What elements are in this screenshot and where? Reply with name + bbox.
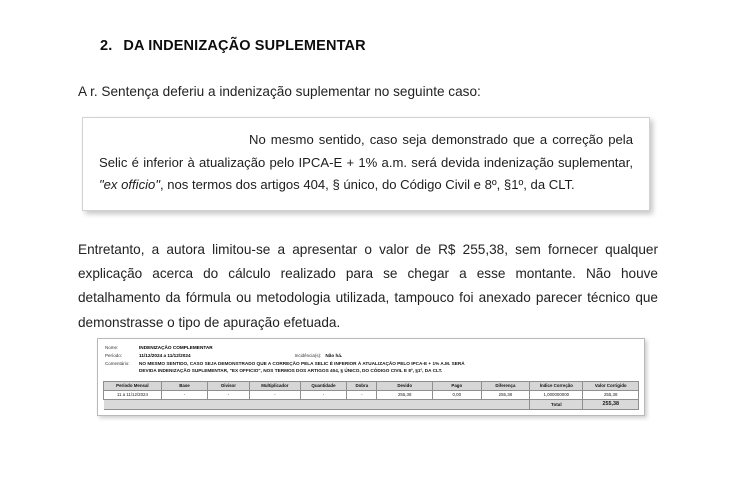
cell-indice-correcao: 1,000000000 (530, 390, 583, 399)
cell-divisor: - (208, 390, 250, 399)
cell-devido: 255,38 (377, 390, 433, 399)
calculation-table-body (104, 390, 639, 409)
cell-periodo-mensal: 11 a 11/12/2024 (104, 390, 162, 399)
header-diferenca: Diferença (481, 381, 530, 390)
report-nome-row (105, 344, 637, 352)
report-metadata (103, 343, 639, 378)
section-number: 2. (100, 38, 113, 54)
comentario-line-2: DEVIDA INDENIZAÇÃO SUPLEMENTAR, "EX OFFICIO", NOS TERMOS DOS ARTIGOS 404, § ÚNICO, DO CÓDIGO CIVIL E 8º, §1º, DA CLT. (139, 368, 443, 374)
header-quantidade: Quantidade (300, 381, 346, 390)
header-pago: Pago (432, 381, 481, 390)
report-comentario-row (105, 360, 637, 368)
total-value: 255,38 (583, 399, 639, 409)
body-paragraph: Entretanto, a autora limitou-se a apresentar o valor de R$ 255,38, sem fornecer qualquer explicação acerca do cálculo realizado para se chegar a esse montante. Não houve detalhamento da fórmula ou metodologia utilizada, tampouco foi anexado parecer técnico que demonstrasse o tipo de apuração efetuada. (78, 242, 658, 330)
header-devido: Devido (377, 381, 433, 390)
cell-base: - (161, 390, 207, 399)
section-heading (100, 38, 366, 54)
comentario-line-1: NO MESMO SENTIDO, CASO SEJA DEMONSTRADO QUE A CORREÇÃO PELA SELIC É INFERIOR À ATUALIZAÇÃO PELO IPCA-E + 1% A.M. SERÁ (139, 360, 465, 366)
cell-valor-corrigido: 255,38 (583, 390, 639, 399)
cell-diferenca: 255,38 (481, 390, 530, 399)
section-title: DA INDENIZAÇÃO SUPLEMENTAR (123, 38, 366, 54)
intro-paragraph: A r. Sentença deferiu a indenização suplementar no seguinte caso: (78, 84, 481, 99)
periodo-value: 11/12/2024 a 11/12/2024 (139, 352, 191, 358)
header-divisor: Divisor (208, 381, 250, 390)
quotation-box (82, 117, 650, 211)
embedded-calculation-report (97, 338, 645, 416)
nome-label: Nome: (105, 345, 119, 350)
table-row (104, 390, 639, 399)
report-periodo-row (105, 352, 637, 360)
quote-part-two: , nos termos dos artigos 404, § único, do Código Civil e 8º, §1º, da CLT. (159, 177, 575, 193)
header-periodo-mensal: Período Mensal (104, 381, 162, 390)
total-label: Total (530, 399, 583, 409)
incidencia-label: Incidência(s): (294, 352, 322, 358)
table-total-row (104, 399, 639, 409)
cell-quantidade: - (300, 390, 346, 399)
header-valor-corrigido: Valor Corrigido (583, 381, 639, 390)
header-indice-correcao: Índice Correção (530, 381, 583, 390)
table-header-row (104, 381, 639, 390)
nome-value: INDENIZAÇÃO COMPLEMENTAR (139, 345, 213, 350)
total-spacer-cell (104, 399, 530, 409)
header-dobra: Dobra (347, 381, 377, 390)
cell-dobra: - (347, 390, 377, 399)
cell-pago: 0,00 (432, 390, 481, 399)
cell-multiplicador: - (249, 390, 300, 399)
comentario-label: Comentário: (105, 360, 130, 366)
quote-part-one: No mesmo sentido, caso seja demonstrado que a correção pela Selic é inferior à atualização pelo IPCA-E + 1% a.m. será devida indenização suplementar, (99, 132, 633, 170)
periodo-label: Período: (105, 352, 123, 358)
quotation-text (99, 129, 633, 197)
quote-italic-term: "ex officio" (99, 177, 160, 193)
incidencia-value: Não há. (325, 352, 343, 358)
calculation-table (103, 381, 639, 410)
header-multiplicador: Multiplicador (249, 381, 300, 390)
header-base: Base (161, 381, 207, 390)
calculation-table-head (104, 381, 639, 390)
